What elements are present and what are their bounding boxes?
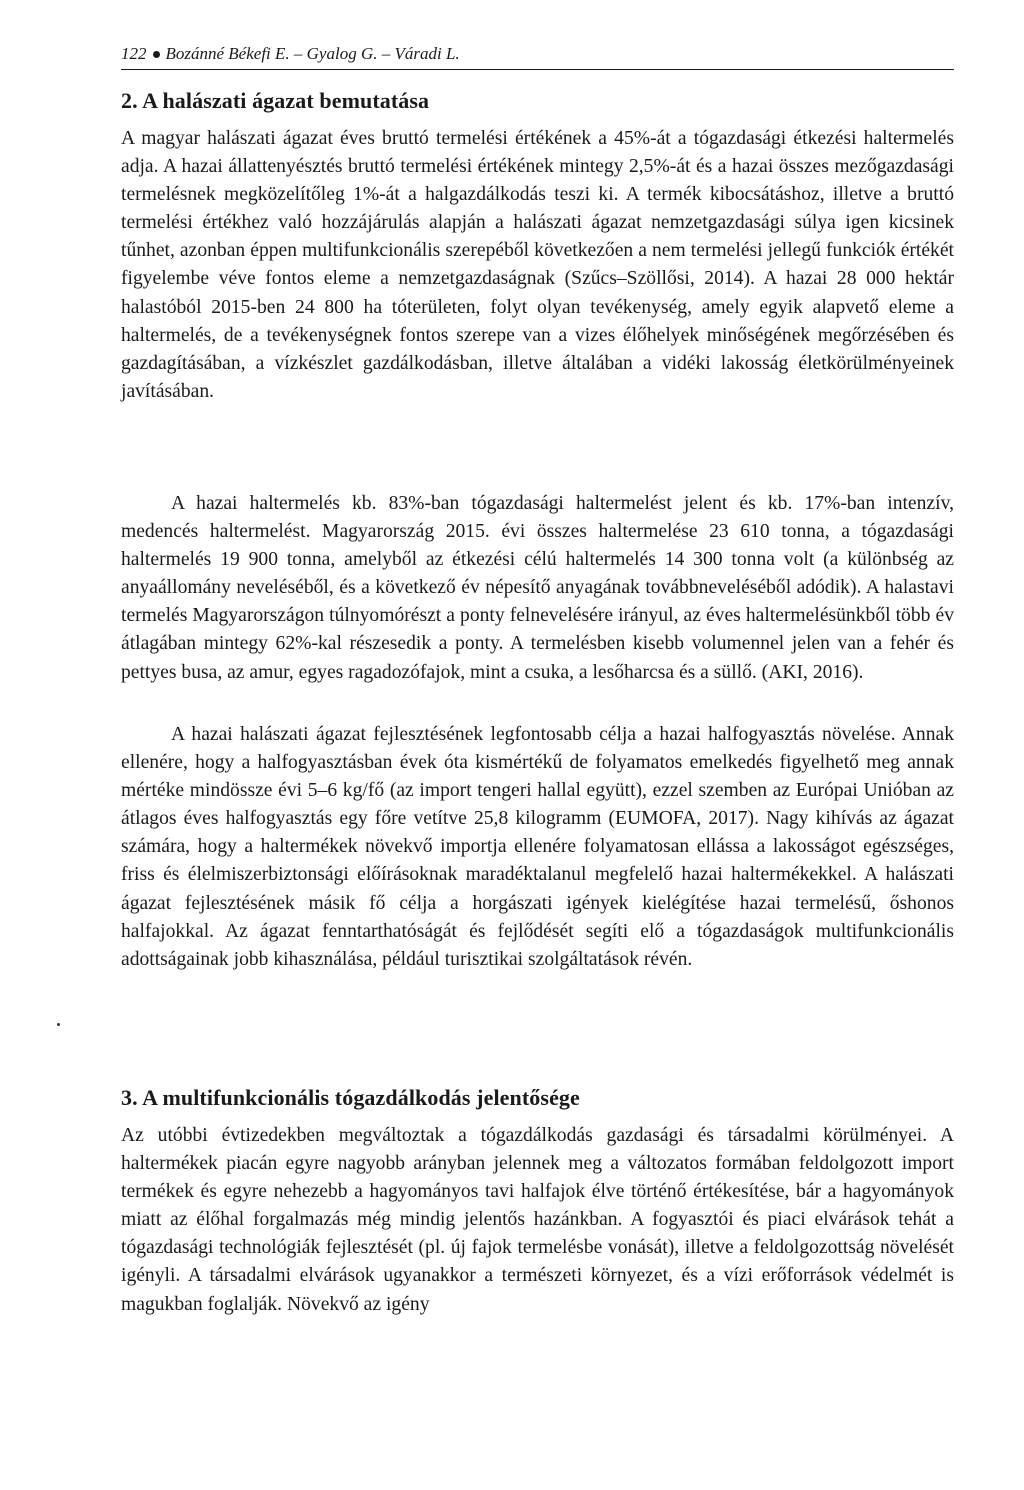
section-2-paragraph-1: A magyar halászati ágazat éves bruttó termelési értékének a 45%-át a tógazdasági étkezési haltermelés adja. A hazai állattenyésztés bruttó termelési értékének mintegy 2,5%-át és a hazai összes mezőgazdasági termelésnek megközelítőleg 1%-át a halgazdálkodás teszi ki. A termék kibocsátáshoz, illetve a bruttó termelési értékhez való hozzájárulás alapján a halászati ágazat nemzetgazdasági súlya igen kicsinek tűnhet, azonban éppen multifunkcionális szerepéből következően a nem termelési jellegű funkciók értékét figyelembe véve fontos eleme a nemzetgazdaságnak (Szűcs–Szöllősi, 2014). A hazai 28 000 hektár halastóból 2015-ben 24 800 ha tóterületen, folyt olyan tevékenység, amely egyik alapvető eleme a haltermelés, de a tevékenységnek fontos szerepe van a vizes élőhelyek minőségének megőrzésében és gazdagításában, a vízkészlet gazdálkodásban, illetve általában a vidéki lakosság életkörülményeinek javításában. — [121, 128, 954, 402]
running-head — [121, 44, 954, 64]
section-2-paragraph-2: A hazai haltermelés kb. 83%-ban tógazdasági haltermelést jelent és kb. 17%-ban intenzív, medencés haltermelést. Magyarország 2015. évi összes haltermelése 23 610 tonna, a tógazdasági haltermelés 19 900 tonna, amelyből az étkezési célú haltermelés 14 300 tonna volt (a különbség az anyaállomány neveléséből, és a következő év népesítő anyagának továbbneveléséből adódik). A halastavi termelés Magyarországon túlnyomórészt a ponty felnevelésére irányul, az éves haltermelésünkből több év átlagában mintegy 62%-kal részesedik a ponty. A termelésben kisebb volumennel jelen van a fehér és pettyes busa, az amur, egyes ragadozófajok, mint a csuka, a lesőharcsa és a süllő. (AKI, 2016). — [121, 493, 954, 683]
author-names: Bozánné Békefi E. – Gyalog G. – Váradi L. — [165, 44, 460, 63]
section-3-paragraph-1: Az utóbbi évtizedekben megváltoztak a tógazdálkodás gazdasági és társadalmi körülményei. A haltermékek piacán egyre nagyobb arányban jelennek meg a változatos formában feldolgozott import termékek és egyre nehezebb a hagyományos tavi halfajok élve történő értékesítése, bár a hagyományok miatt az élőhal forgalmazás még mindig jelentős hazánkban. A fogyasztói és piaci elvárások tehát a tógazdasági technológiák fejlesztését (pl. új fajok termelésbe vonását), illetve a feldolgozottság növelését igényli. A társadalmi elvárások ugyanakkor a természeti környezet, és a vízi erőforrások védelmét is magukban foglalják. Növekvő az igény — [121, 1125, 954, 1315]
section-2-paragraph-3: A hazai halászati ágazat fejlesztésének legfontosabb célja a hazai halfogyasztás növelése. Annak ellenére, hogy a halfogyasztásban évek óta kismértékű de folyamatos emelkedés figyelhető meg annak mértéke mindössze évi 5–6 kg/fő (az import tengeri hallal együtt), ezzel szemben az Európai Unióban az átlagos éves halfogyasztás egy főre vetítve 25,8 kilogramm (EUMOFA, 2017). Nagy kihívás az ágazat számára, hogy a haltermékek növekvő importja ellenére folyamatosan ellássa a lakosságot egészséges, friss és élelmiszerbiztonsági előírásoknak maradéktalanul megfelelő hazai haltermékekkel. A halászati ágazat fejlesztésének másik fő célja a horgászati igények kielégítése hazai termelésű, őshonos halfajokkal. Az ágazat fenntarthatóságát és fejlődését segíti elő a tógazdaságok multifunkcionális adottságainak jobb kihasználása, például turisztikai szolgáltatások révén. — [121, 724, 954, 970]
section-2-title: 2. A halászati ágazat bemutatása — [121, 88, 430, 113]
page-number: 122 — [121, 44, 147, 63]
bullet-dot-icon — [153, 51, 160, 58]
section-3-title: 3. A multifunkcionális tógazdálkodás jelentősége — [121, 1085, 580, 1110]
scan-speck — [57, 1023, 60, 1026]
header-rule — [121, 69, 954, 70]
